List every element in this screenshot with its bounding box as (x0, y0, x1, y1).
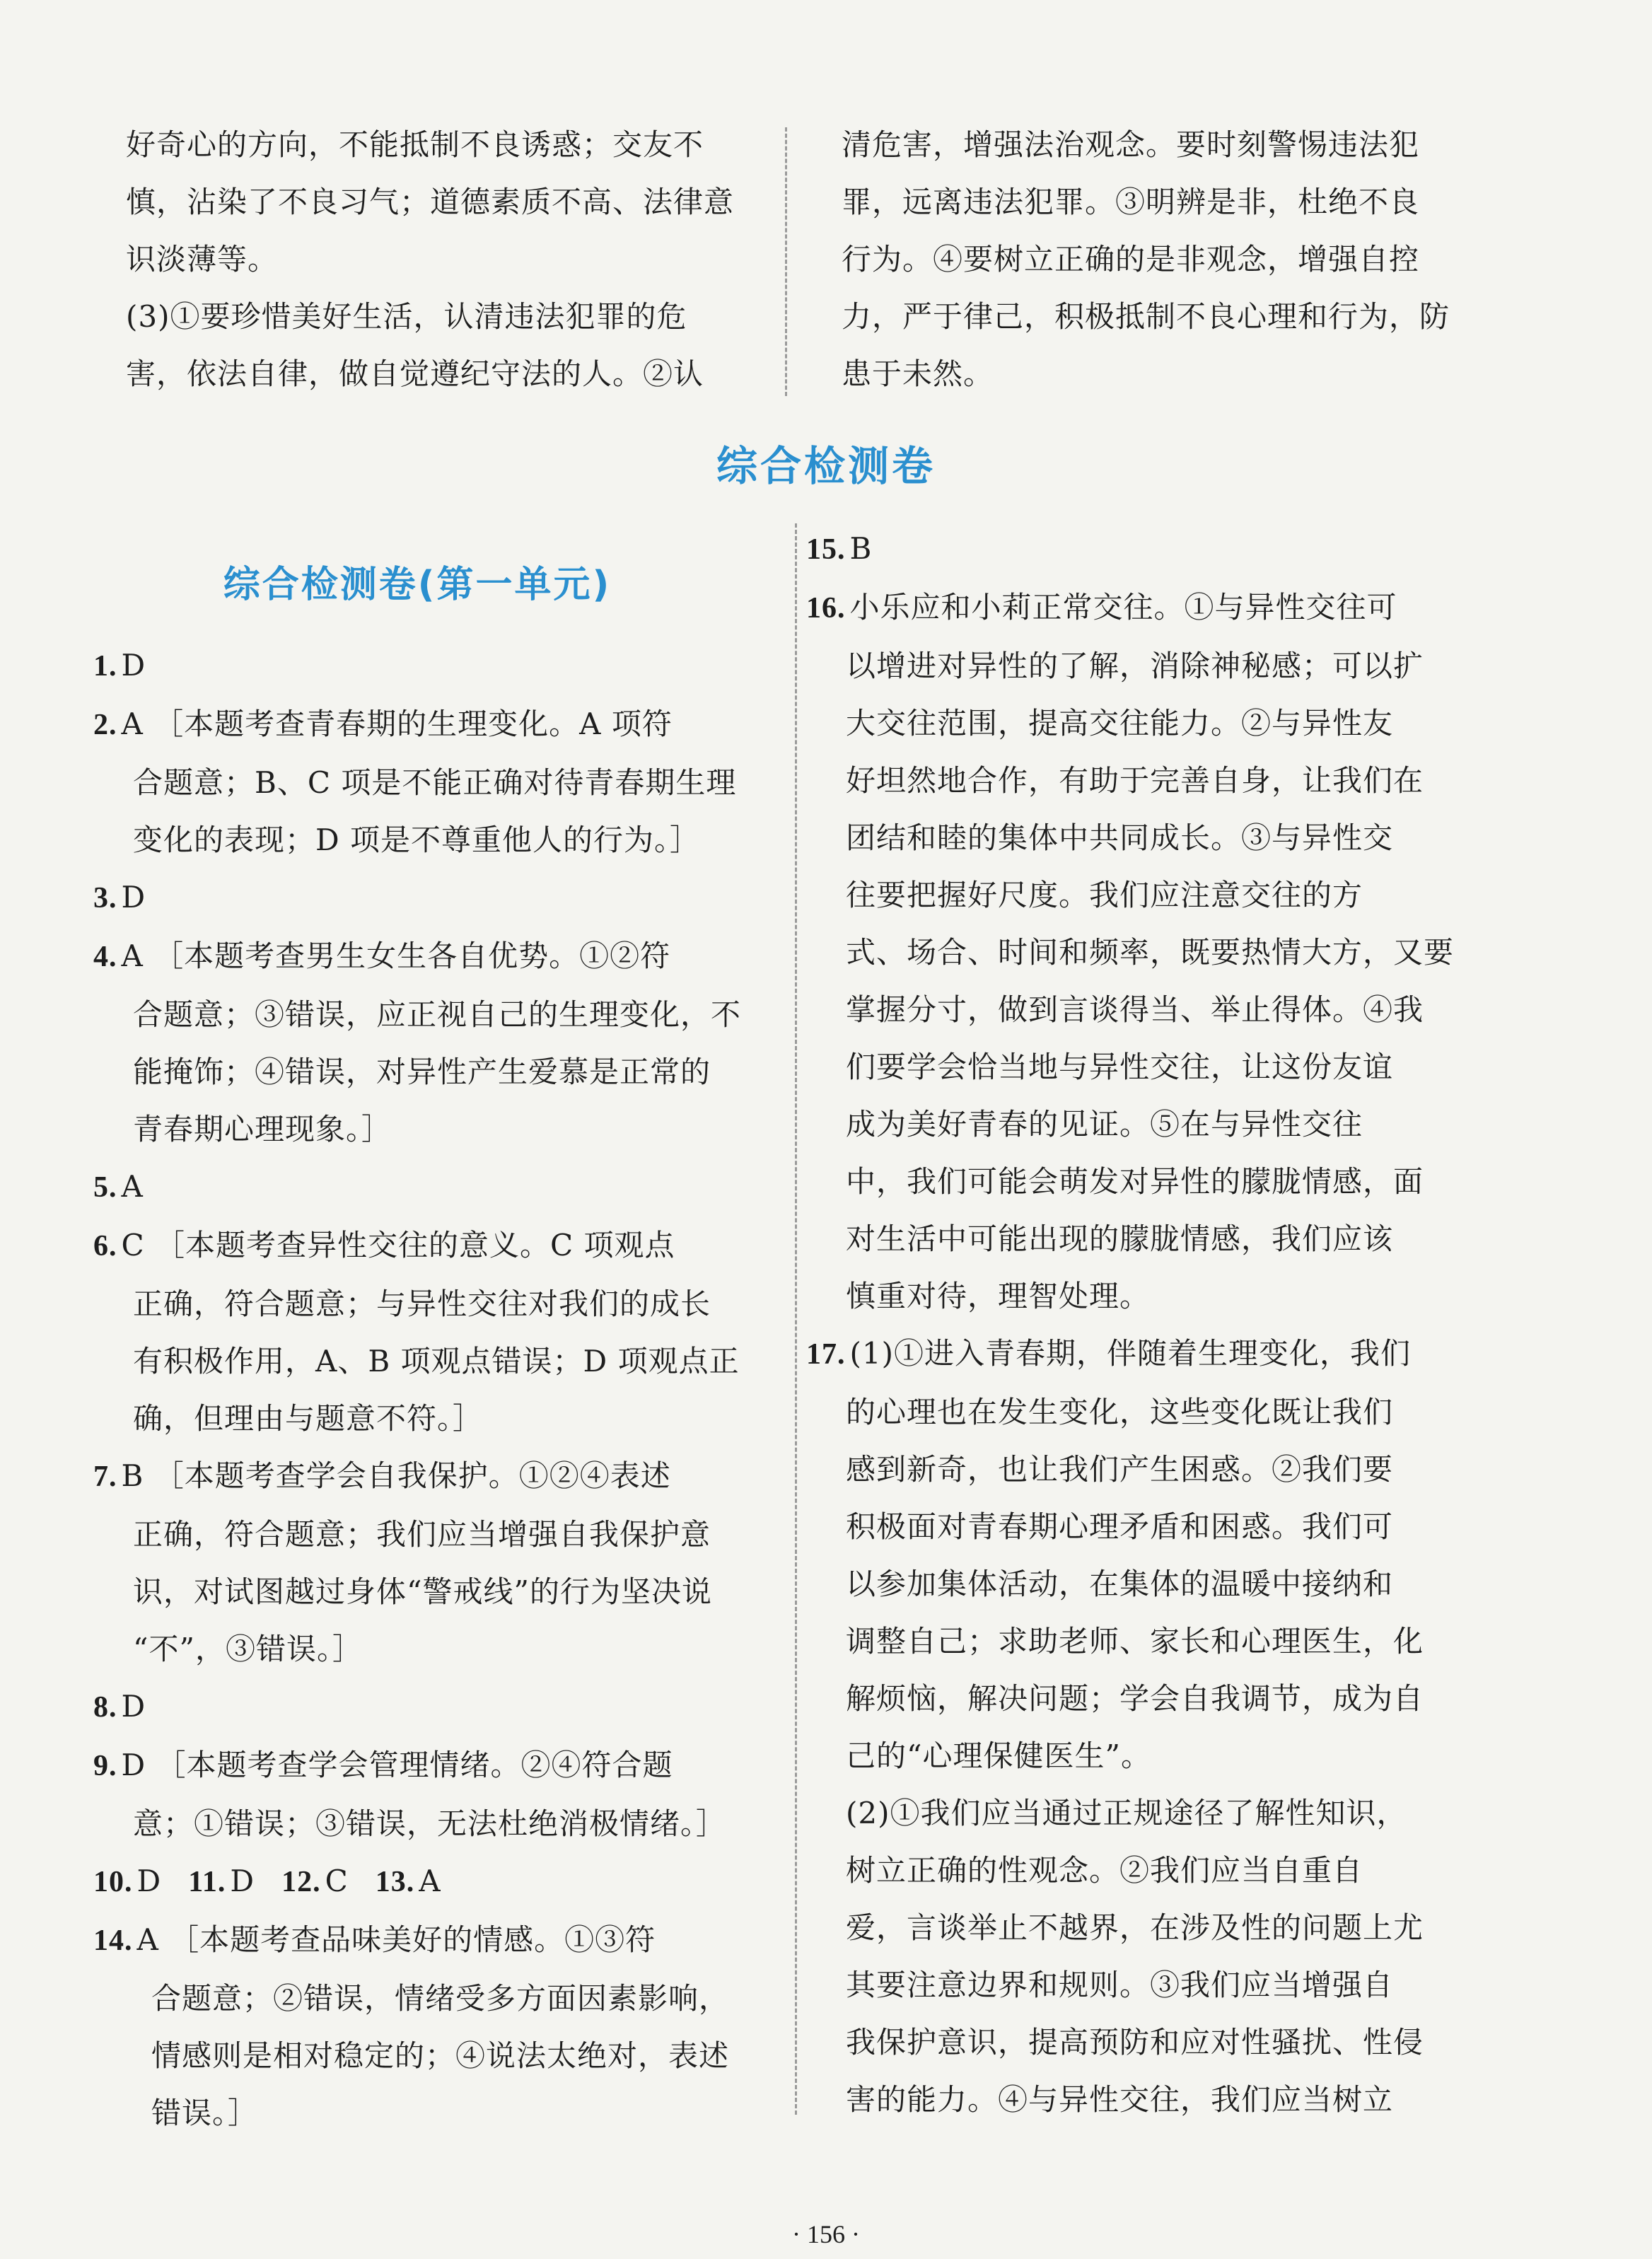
text-line: 力，严于律己，积极抵制不良心理和行为，防 (842, 299, 1450, 334)
answer-line (93, 1795, 741, 1852)
answer-text: D (121, 880, 146, 914)
answer-text: 往要把握好尺度。我们应注意交往的方 (846, 878, 1363, 912)
answer-line (93, 1390, 741, 1447)
answer-text: A ［本题考查品味美好的情感。①③符 (136, 1922, 656, 1957)
answer-line (806, 924, 1454, 981)
answer-text: 合题意；③错误，应正视自己的生理变化，不 (133, 997, 742, 1032)
answer-text: 变化的表现；D 项是不尊重他人的行为。］ (133, 823, 701, 857)
column-divider (795, 523, 797, 2115)
answer-text: D (121, 1689, 146, 1724)
text-line: 患于未然。 (842, 356, 994, 391)
answer-text: B (849, 531, 873, 566)
answer-text: “不”，③错误。］ (133, 1632, 363, 1666)
question-number: 10. (93, 1866, 133, 1898)
answer-text: 害的能力。④与异性交往，我们应当树立 (846, 2082, 1394, 2117)
answer-text: A (121, 1169, 144, 1204)
answer-text: 感到新奇，也让我们产生困惑。②我们要 (846, 1452, 1394, 1487)
answer-text: 识，对试图越过身体“警戒线”的行为坚决说 (133, 1574, 712, 1609)
answer-text: 正确，符合题意；我们应当增强自我保护意 (133, 1517, 711, 1552)
answer-line (93, 2027, 741, 2084)
answer-text: D (230, 1864, 255, 1898)
answer-line (93, 1216, 741, 1275)
answer-text: 情感则是相对稳定的；④说法太绝对，表述 (151, 2038, 730, 2073)
answer-text: 合题意；B、C 项是不能正确对待青春期生理 (133, 765, 737, 800)
answer-text: 掌握分寸，做到言谈得当、举止得体。④我 (846, 992, 1424, 1027)
answer-line (806, 1613, 1454, 1670)
answer-line (806, 1096, 1454, 1153)
answer-line (806, 1325, 1454, 1383)
question-number: 7. (93, 1460, 117, 1493)
text-line: 识淡薄等。 (126, 242, 279, 277)
text-line: 罪，远离违法犯罪。③明辨是非，杜绝不良 (842, 185, 1420, 219)
answer-text: 树立正确的性观念。②我们应当自重自 (846, 1853, 1363, 1888)
answer-line (806, 1210, 1454, 1267)
answer-line (806, 1267, 1454, 1325)
answer-text: A ［本题考查男生女生各自优势。①②符 (121, 939, 671, 973)
answer-text: B ［本题考查学会自我保护。①②④表述 (121, 1458, 671, 1493)
text-line: (3)①要珍惜美好生活，认清违法犯罪的危 (126, 299, 687, 334)
answer-line (93, 1332, 741, 1390)
answer-text: D ［本题考查学会管理情绪。②④符合题 (121, 1748, 673, 1782)
question-number: 6. (93, 1230, 117, 1262)
answer-line (806, 1956, 1454, 2014)
answer-text: 对生活中可能出现的朦胧情感，我们应该 (846, 1221, 1394, 1256)
answer-text: 中，我们可能会萌发对异性的朦胧情感，面 (846, 1164, 1424, 1199)
answer-line (806, 866, 1454, 924)
answer-text: 确，但理由与题意不符。］ (133, 1401, 484, 1436)
answer-line (93, 1043, 741, 1101)
page-number: · 156 · (792, 2220, 860, 2248)
sub-title: 综合检测卷(第一单元) (223, 564, 612, 606)
answer-line (93, 1620, 741, 1678)
answer-line (93, 1736, 741, 1795)
answers-right-column (806, 520, 1454, 2128)
answer-line (806, 579, 1454, 637)
answer-line (806, 2014, 1454, 2071)
question-number: 4. (93, 941, 117, 973)
top-column-divider (785, 127, 787, 396)
answer-line (806, 1498, 1454, 1555)
question-number: 2. (93, 709, 117, 741)
answer-line (806, 1555, 1454, 1613)
answer-text: 有积极作用，A、B 项观点错误；D 项观点正 (133, 1344, 740, 1378)
answer-line (93, 1563, 741, 1620)
question-number: 9. (93, 1750, 117, 1782)
answer-line (93, 1911, 741, 1970)
question-number: 1. (93, 650, 117, 683)
answer-line (93, 1447, 741, 1506)
answer-line (93, 637, 741, 695)
top-left-paragraph (126, 116, 734, 402)
answer-text: 解烦恼，解决问题；学会自我调节，成为自 (846, 1681, 1424, 1716)
answer-text: C (325, 1864, 349, 1898)
answer-line (93, 986, 741, 1043)
answer-line (93, 695, 741, 754)
answer-text: D (121, 648, 146, 683)
answer-line (806, 1153, 1454, 1210)
answer-text: 积极面对青春期心理矛盾和困惑。我们可 (846, 1509, 1394, 1544)
answer-line (806, 1038, 1454, 1096)
answer-text: 的心理也在发生变化，这些变化既让我们 (846, 1395, 1394, 1429)
question-number: 5. (93, 1171, 117, 1204)
answer-text: 慎重对待，理智处理。 (846, 1279, 1151, 1313)
text-line: 行为。④要树立正确的是非观念，增强自控 (842, 242, 1420, 277)
answer-text: 青春期心理现象。］ (133, 1112, 392, 1146)
text-line: 慎，沾染了不良习气；道德素质不高、法律意 (126, 185, 735, 219)
answer-text: 合题意；②错误，情绪受多方面因素影响， (151, 1981, 730, 2016)
question-number: 11. (188, 1866, 226, 1898)
answer-line (806, 1727, 1454, 1784)
section-title: 综合检测卷 (716, 442, 936, 490)
answer-text: 其要注意边界和规则。③我们应当增强自 (846, 1968, 1394, 2002)
answer-line (806, 752, 1454, 809)
answer-line (806, 809, 1454, 866)
answer-text: 好坦然地合作，有助于完善自身，让我们在 (846, 763, 1424, 798)
answer-line (93, 1678, 741, 1736)
question-number: 16. (806, 592, 846, 625)
answer-line (806, 695, 1454, 752)
answer-text: D (136, 1864, 162, 1898)
answer-text: 们要学会恰当地与异性交往，让这份友谊 (846, 1050, 1394, 1084)
answer-text: 以参加集体活动，在集体的温暖中接纳和 (846, 1567, 1394, 1601)
answer-line (806, 637, 1454, 695)
answer-line (93, 1852, 741, 1911)
answer-text: 成为美好青春的见证。⑤在与异性交往 (846, 1107, 1363, 1142)
answer-line (806, 1383, 1454, 1441)
answer-line (806, 1670, 1454, 1727)
answer-text: 我保护意识，提高预防和应对性骚扰、性侵 (846, 2025, 1424, 2060)
answer-text: 大交往范围，提高交往能力。②与异性友 (846, 706, 1394, 741)
question-number: 17. (806, 1338, 846, 1371)
question-number: 13. (375, 1866, 415, 1898)
answer-line (93, 2084, 741, 2142)
answer-line (806, 520, 1454, 579)
answer-text: C ［本题考查异性交往的意义。C 项观点 (121, 1228, 675, 1262)
answer-line (806, 1441, 1454, 1498)
answer-text: 正确，符合题意；与异性交往对我们的成长 (133, 1287, 711, 1321)
answer-line (93, 1506, 741, 1563)
question-number: 3. (93, 882, 117, 914)
answer-text: 意；①错误；③错误，无法杜绝消极情绪。］ (133, 1806, 727, 1841)
answer-text: 以增进对异性的了解，消除神秘感；可以扩 (846, 649, 1424, 683)
answer-line (93, 754, 741, 811)
answer-line (806, 1784, 1454, 1842)
answer-line (93, 1101, 741, 1158)
answer-line (806, 2071, 1454, 2128)
question-number: 8. (93, 1691, 117, 1724)
answer-text: 团结和睦的集体中共同成长。③与异性交 (846, 820, 1394, 855)
answer-text: 己的“心理保健医生”。 (846, 1738, 1151, 1773)
answer-line (806, 1842, 1454, 1899)
answer-text: 能掩饰；④错误，对异性产生爱慕是正常的 (133, 1055, 711, 1089)
answer-text: (1)①进入青春期，伴随着生理变化，我们 (849, 1336, 1411, 1371)
answer-text: (2)①我们应当通过正规途径了解性知识， (846, 1796, 1407, 1830)
answer-text: A ［本题考查青春期的生理变化。A 项符 (121, 707, 673, 741)
top-right-paragraph (842, 116, 1450, 402)
answer-text: 错误。］ (151, 2096, 259, 2130)
answer-text: 小乐应和小莉正常交往。①与异性交往可 (849, 590, 1397, 625)
text-line: 清危害，增强法治观念。要时刻警惕违法犯 (842, 127, 1420, 162)
question-number: 12. (281, 1866, 321, 1898)
answer-line (93, 1970, 741, 2027)
answers-left-column (93, 637, 741, 2142)
answer-text: 式、场合、时间和频率，既要热情大方，又要 (846, 935, 1455, 970)
answer-text: 调整自己；求助老师、家长和心理医生，化 (846, 1624, 1424, 1659)
question-number: 15. (806, 533, 846, 566)
answer-line (806, 981, 1454, 1038)
answer-line (93, 1158, 741, 1216)
answer-line (93, 811, 741, 869)
answer-line (93, 1275, 741, 1332)
answer-text: A (419, 1864, 441, 1898)
text-line: 好奇心的方向，不能抵制不良诱惑；交友不 (126, 127, 704, 162)
answer-line (806, 1899, 1454, 1956)
text-line: 害，依法自律，做自觉遵纪守法的人。②认 (126, 356, 704, 391)
answer-text: 爱，言谈举止不越界，在涉及性的问题上尤 (846, 1910, 1424, 1945)
answer-line (93, 869, 741, 927)
answer-line (93, 927, 741, 986)
question-number: 14. (93, 1924, 133, 1957)
